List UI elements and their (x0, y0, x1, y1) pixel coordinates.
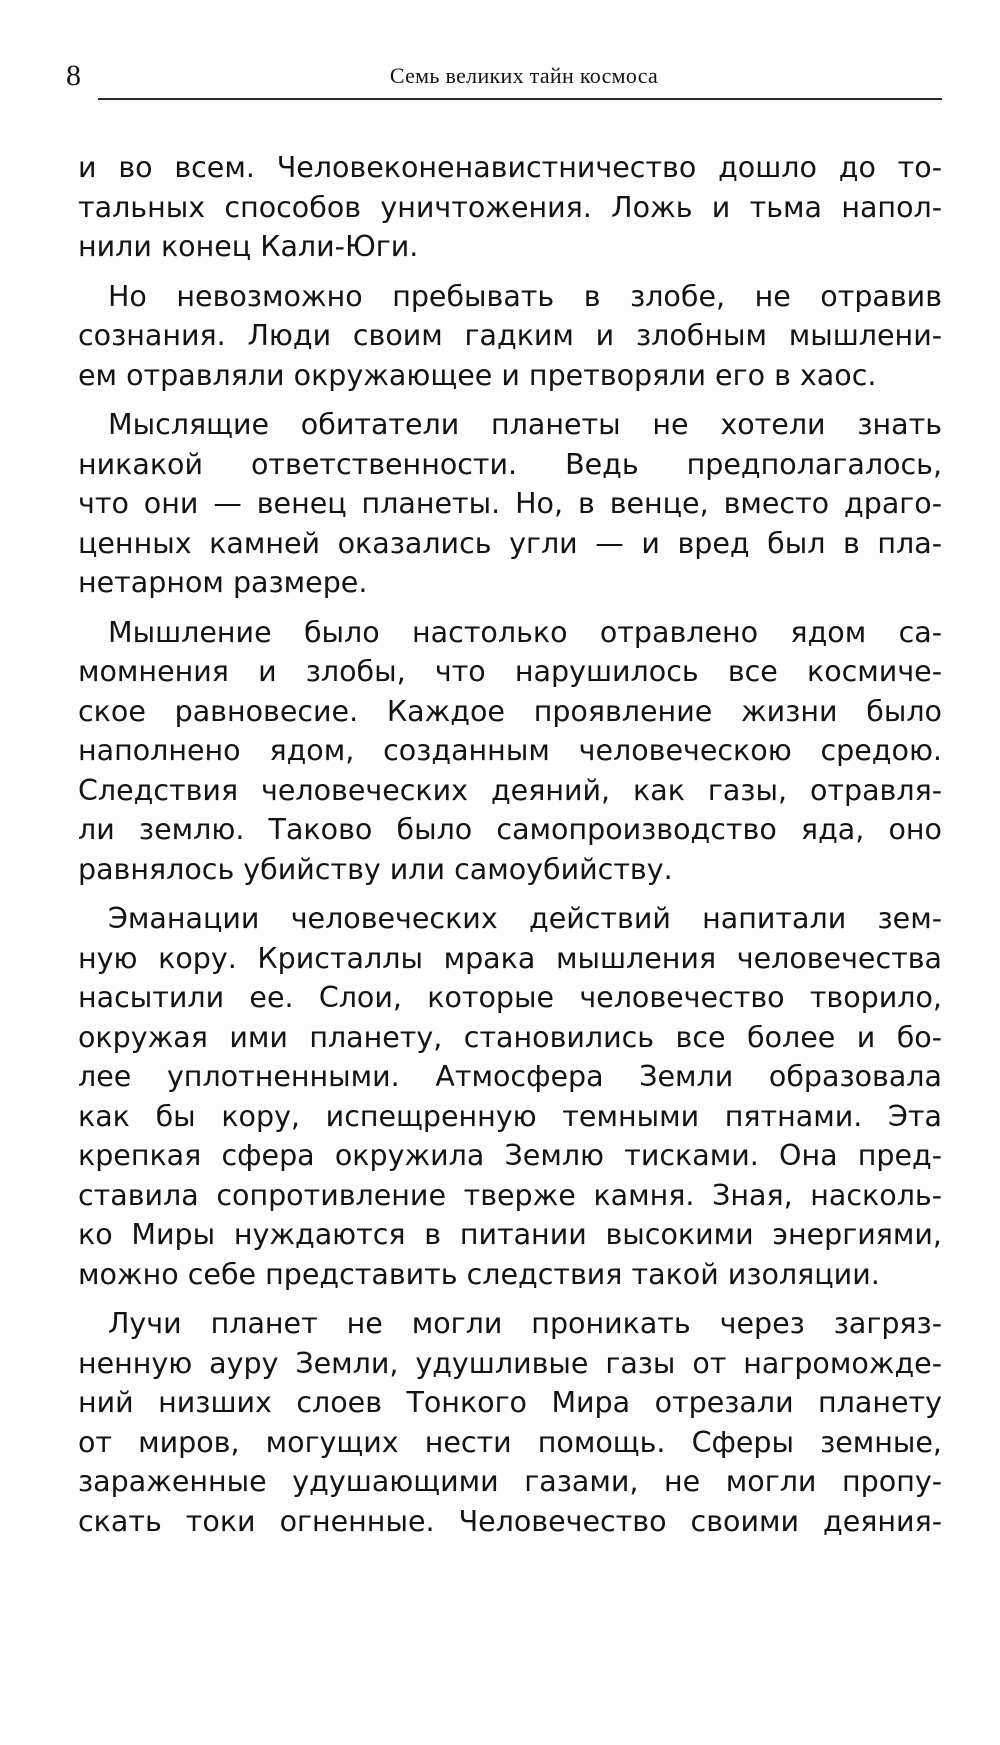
text-line: нили конец Кали-Юги. (78, 230, 419, 263)
text-line: наполнено ядом, созданным человеческою средою. (78, 734, 942, 767)
text-line: Но невозможно пребывать в злобе, не отравив (108, 279, 942, 313)
text-line: Лучи планет не могли проникать через загряз- (108, 1307, 942, 1340)
paragraph (78, 405, 942, 603)
text-line: ненную ауру Земли, удушливые газы от нагроможде- (78, 1346, 942, 1380)
paragraph (78, 148, 942, 267)
text-line: и во всем. Человеконенавистничество дошло до то- (78, 151, 942, 184)
text-line: как бы кору, испещренную темными пятнами. Эта (78, 1099, 942, 1133)
text-line: ний низших слоев Тонкого Мира отрезали планету (78, 1386, 942, 1419)
running-head (66, 58, 942, 102)
text-line: тальных способов уничтожения. Ложь и тьма напол- (78, 190, 942, 224)
body-text (78, 148, 942, 1551)
text-line: ское равновесие. Каждое проявление жизни было (78, 694, 942, 728)
text-line: ную кору. Кристаллы мрака мышления человечества (78, 941, 942, 975)
text-line: никакой ответственности. Ведь предполагалось, (78, 447, 942, 481)
text-line: насытили ее. Слои, которые человечество творило, (78, 981, 942, 1014)
text-line: от миров, могущих нести помощь. Сферы земные, (78, 1425, 942, 1459)
paragraph (78, 1304, 942, 1541)
header-rule (98, 98, 942, 100)
paragraph (78, 899, 942, 1294)
text-line: окружая ими планету, становились все более и бо- (78, 1020, 942, 1054)
text-line: Мышление было настолько отравлено ядом са- (108, 615, 942, 649)
paragraph (78, 613, 942, 890)
text-line: ем отравляли окружающее и претворяли его в хаос. (78, 358, 877, 392)
text-line: Следствия человеческих деяний, как газы, отравля- (78, 773, 942, 807)
text-line: что они — венец планеты. Но, в венце, вместо драго- (78, 487, 942, 520)
text-line: ко Миры нуждаются в питании высокими энергиями, (78, 1218, 942, 1251)
text-line: момнения и злобы, что нарушилось все космиче- (78, 655, 942, 688)
text-line: ставила сопротивление тверже камня. Зная, насколь- (78, 1178, 942, 1212)
text-line: Эманации человеческих действий напитали зем- (108, 902, 942, 935)
paragraph (78, 277, 942, 396)
text-line: равнялось убийству или самоубийству. (78, 852, 673, 886)
text-line: ценных камней оказались угли — и вред был в пла- (78, 526, 942, 560)
running-title: Семь великих тайн космоса (389, 63, 659, 88)
text-line: сознания. Люди своим гадким и злобным мышлени- (78, 319, 942, 352)
text-line: скать токи огненные. Человечество своими деяния- (78, 1504, 942, 1538)
text-line: можно себе представить следствия такой изоляции. (78, 1257, 880, 1291)
text-line: ли землю. Таково было самопроизводство яда, оно (78, 813, 942, 846)
text-line: Мыслящие обитатели планеты не хотели знать (108, 408, 942, 441)
text-line: зараженные удушающими газами, не могли пропу- (78, 1465, 942, 1498)
text-line: нетарном размере. (78, 566, 368, 599)
text-line: крепкая сфера окружила Землю тисками. Она пред- (78, 1139, 942, 1172)
page-number: 8 (66, 59, 81, 92)
text-line: лее уплотненными. Атмосфера Земли образовала (78, 1060, 942, 1093)
